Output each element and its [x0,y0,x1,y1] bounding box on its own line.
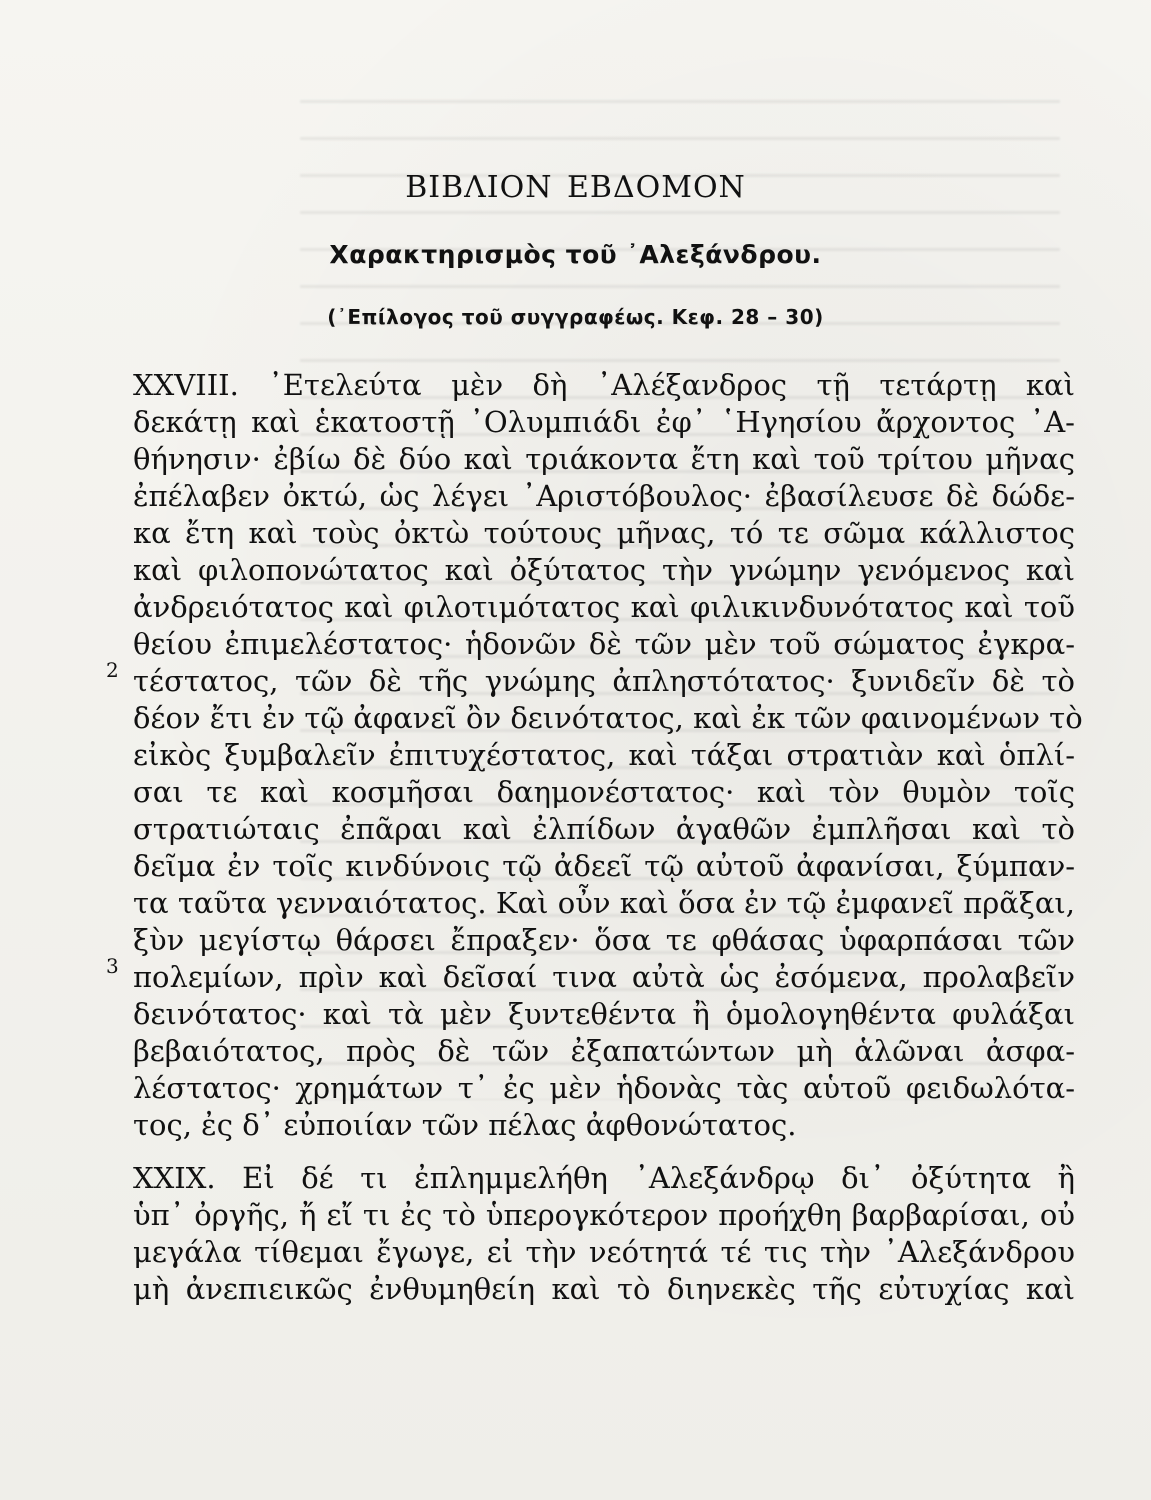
margin-section-number: 2 [106,658,119,682]
chapter-subtitle: (᾿Επίλογος τοῦ συγγραφέως. Κεφ. 28 – 30) [327,305,824,329]
text-line: μεγάλα τίθεμαι ἔγωγε, εἰ τὴν νεότητά τέ τις τὴν ᾿Αλεξάνδρου [133,1235,1075,1269]
text-line: τα ταῦτα γενναιότατος. Καὶ οὖν καὶ ὅσα ἐν τῷ ἐμφανεῖ πρᾶξαι, [133,886,1075,920]
text-line: εἰκὸς ξυμβαλεῖν ἐπιτυχέστατος, καὶ τάξαι στρατιὰν καὶ ὁπλί- [133,738,1075,772]
chapter-title: Χαρακτηρισμὸς τοῦ ᾿Αλεξάνδρου. [329,240,822,269]
text-line: στρατιώταις ἐπᾶραι καὶ ἐλπίδων ἀγαθῶν ἐμπλῆσαι καὶ τὸ [133,812,1075,846]
text-line: τέστατος, τῶν δὲ τῆς γνώμης ἀπληστότατος· ξυνιδεῖν δὲ τὸ [133,664,1075,698]
text-line: δεῖμα ἐν τοῖς κινδύνοις τῷ ἀδεεῖ τῷ αὐτοῦ ἀφανίσαι, ξύμπαν- [133,849,1075,883]
text-line: XXVIII. ᾿Ετελεύτα μὲν δὴ ᾿Αλέξανδρος τῇ τετάρτῃ καὶ [133,368,1075,402]
text-line: ξὺν μεγίστῳ θάρσει ἔπραξεν· ὅσα τε φθάσας ὑφαρπάσαι τῶν [133,923,1075,957]
margin-section-number: 3 [106,954,119,978]
text-line: σαι τε καὶ κοσμῆσαι δαημονέστατος· καὶ τὸν θυμὸν τοῖς [133,775,1075,809]
text-line: βεβαιότατος, πρὸς δὲ τῶν ἐξαπατώντων μὴ ἁλῶναι ἀσφα- [133,1034,1075,1068]
text-line: μὴ ἀνεπιεικῶς ἐνθυμηθείη καὶ τὸ διηνεκὲς τῆς εὐτυχίας καὶ [133,1272,1075,1306]
text-line: δεκάτῃ καὶ ἑκατοστῇ ᾿Ολυμπιάδι ἐφ᾿ ῾Ηγησίου ἄρχοντος ᾿Α- [133,405,1075,439]
text-line: θείου ἐπιμελέστατος· ἡδονῶν δὲ τῶν μὲν τοῦ σώματος ἐγκρα- [133,627,1075,661]
text-line: δέον ἔτι ἐν τῷ ἀφανεῖ ὂν δεινότατος, καὶ ἐκ τῶν φαινομένων τὸ [133,701,1083,735]
body-text [133,367,1083,1308]
text-line: θήνησιν· ἐβίω δὲ δύο καὶ τριάκοντα ἔτη καὶ τοῦ τρίτου μῆνας [133,442,1075,476]
text-line: τος, ἐς δ᾿ εὐποιίαν τῶν πέλας ἀφθονώτατος. [133,1108,797,1142]
text-line: λέστατος· χρημάτων τ᾿ ἐς μὲν ἡδονὰς τὰς αὑτοῦ φειδωλότα- [133,1071,1075,1105]
text-line: ἀνδρειότατος καὶ φιλοτιμότατος καὶ φιλικινδυνότατος καὶ τοῦ [133,590,1075,624]
text-line: ἐπέλαβεν ὀκτώ, ὡς λέγει ᾿Αριστόβουλος· ἐβασίλευσε δὲ δώδε- [133,479,1075,513]
book-title: ΒΙΒΛΙΟΝ ΕΒΔΟΜΟΝ [405,170,746,205]
text-line: πολεμίων, πρὶν καὶ δεῖσαί τινα αὐτὰ ὡς ἐσόμενα, προλαβεῖν [133,960,1075,994]
text-line: ὑπ᾿ ὀργῆς, ἤ εἴ τι ἐς τὸ ὑπερογκότερον προήχθη βαρβαρίσαι, οὐ [133,1198,1075,1232]
text-line: δεινότατος· καὶ τὰ μὲν ξυντεθέντα ἢ ὁμολογηθέντα φυλάξαι [133,997,1075,1031]
text-line: κα ἔτη καὶ τοὺς ὀκτὼ τούτους μῆνας, τό τε σῶμα κάλλιστος [133,516,1075,550]
text-line: XXIX. Εἰ δέ τι ἐπλημμελήθη ᾿Αλεξάνδρῳ δι᾿ ὀξύτητα ἢ [133,1161,1075,1195]
text-line: καὶ φιλοπονώτατος καὶ ὀξύτατος τὴν γνώμην γενόμενος καὶ [133,553,1075,587]
